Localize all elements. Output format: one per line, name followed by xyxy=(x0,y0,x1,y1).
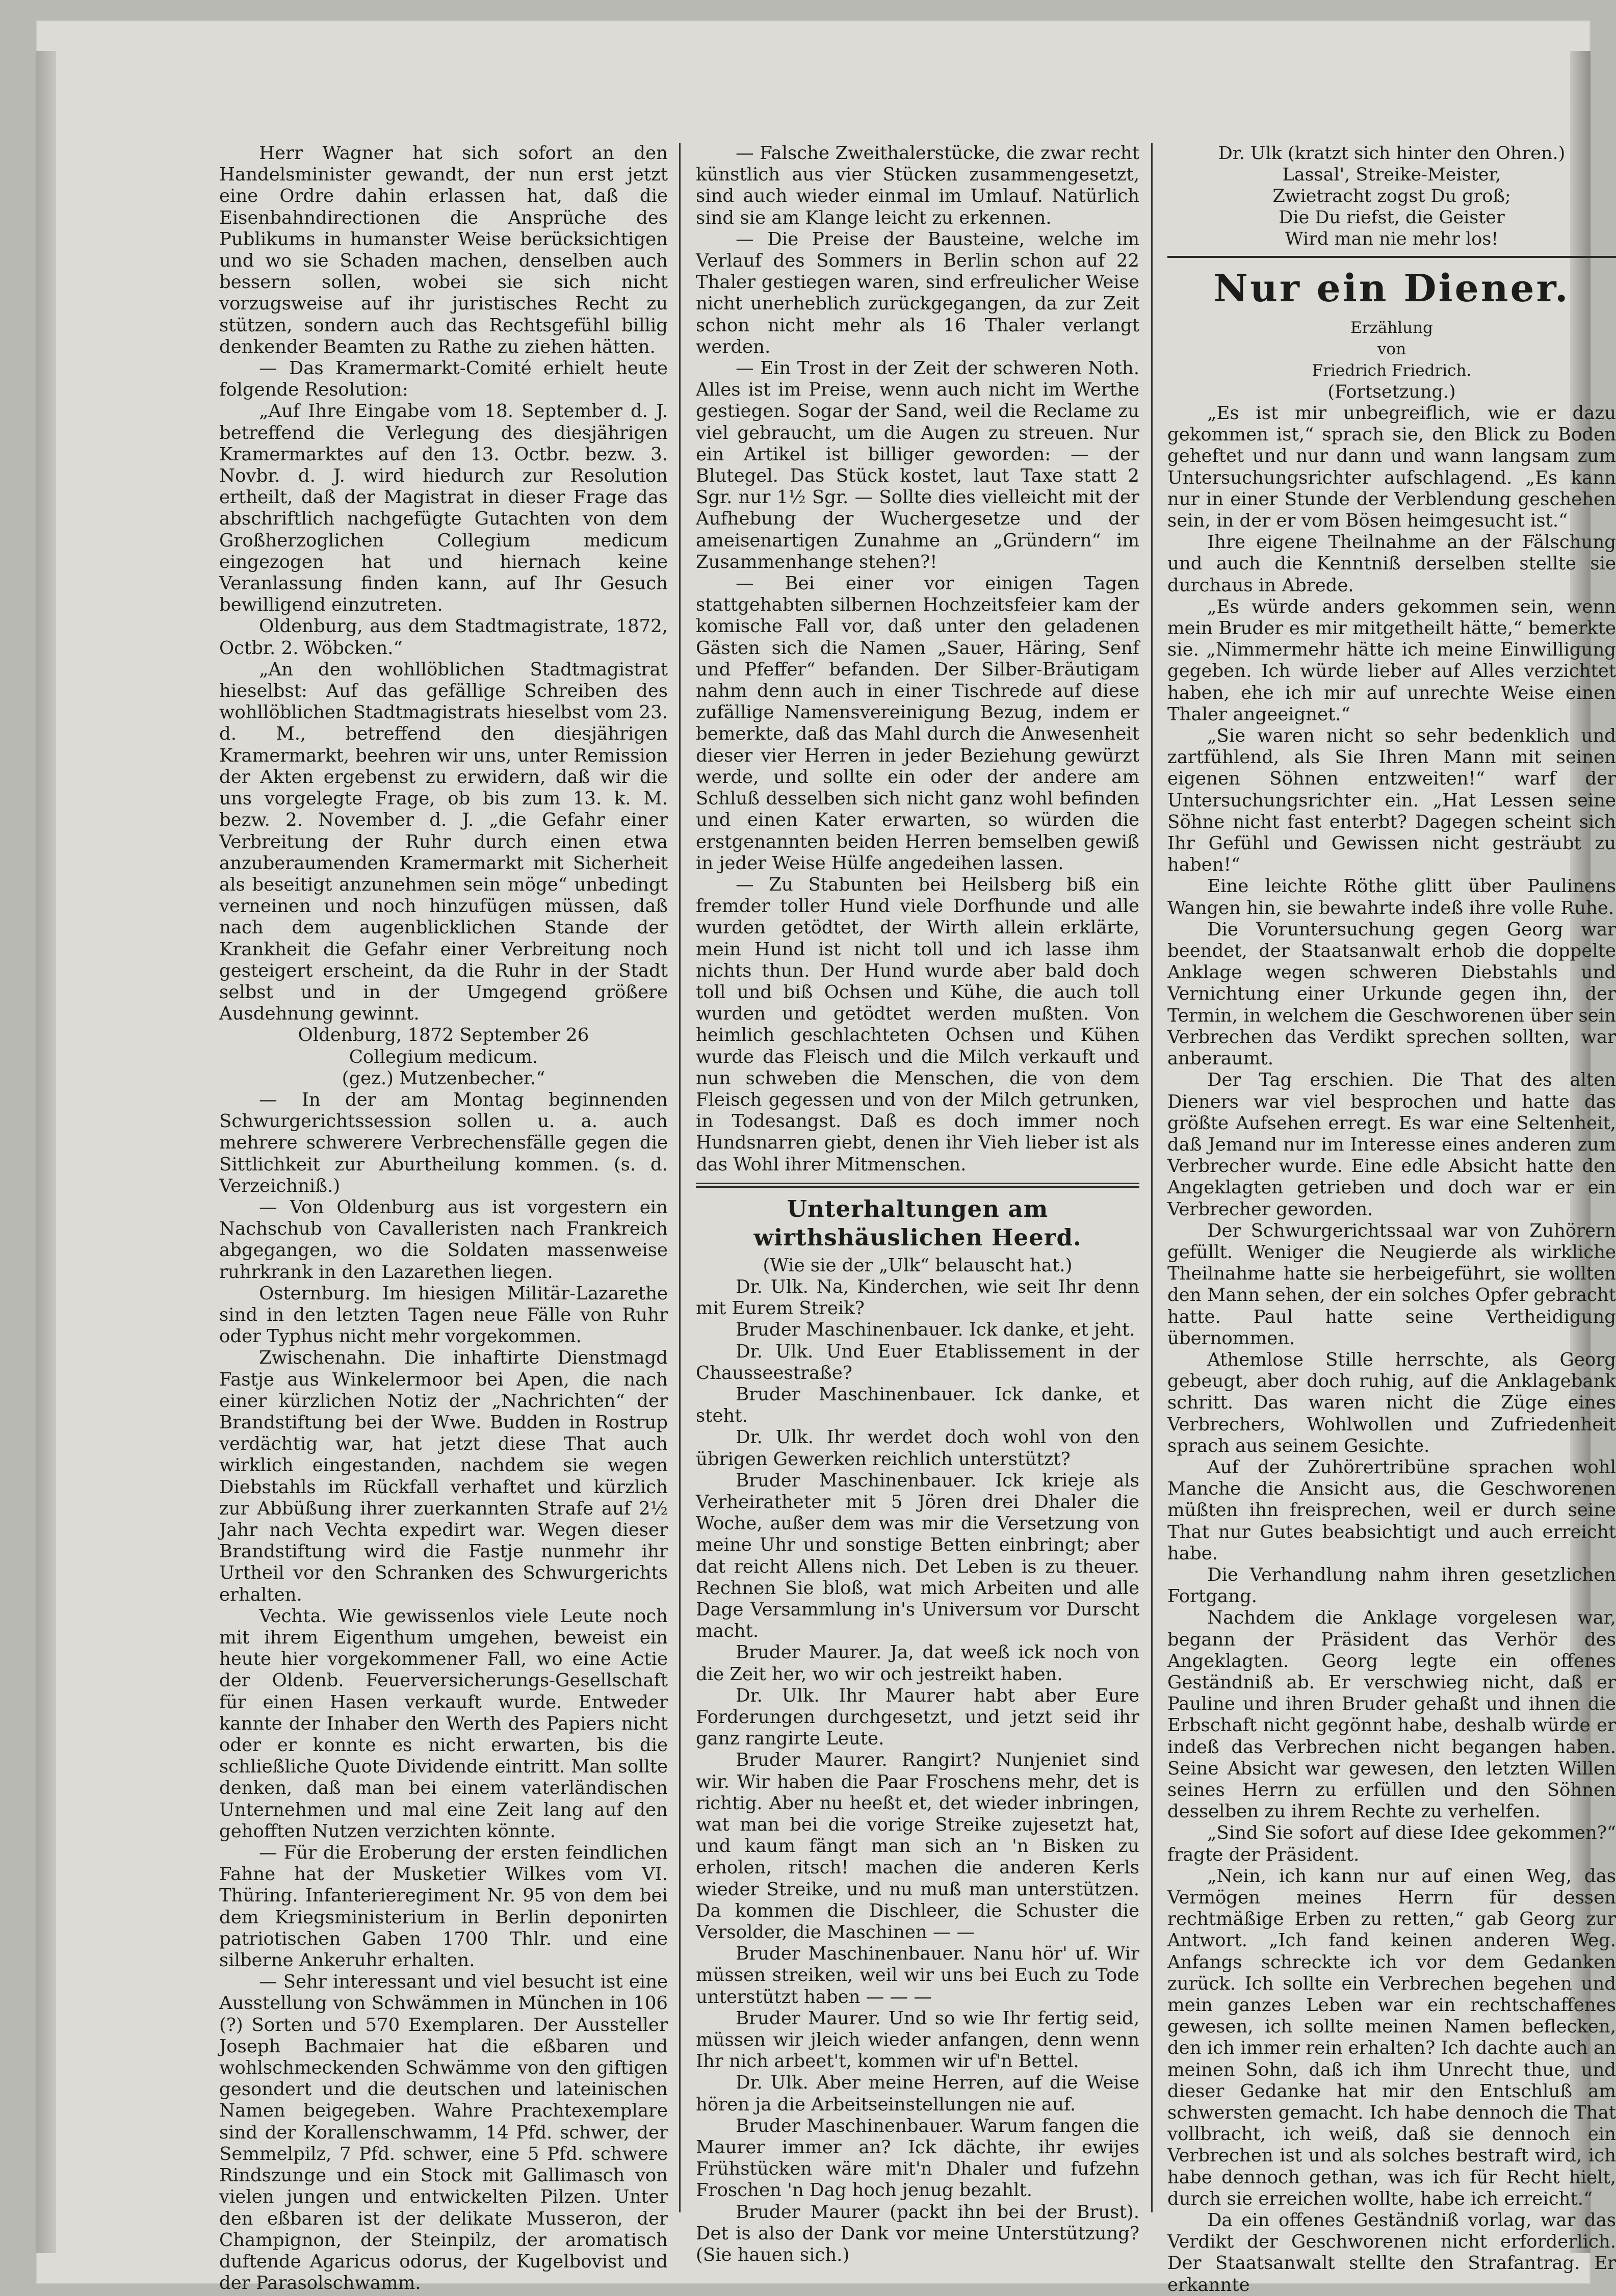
dialogue-line: Bruder Maschinenbauer. Ick krieje als Verheiratheter mit 5 Jören drei Dhaler die Woche, außer dem was mir die Versetzung von meine Uhr und sonstige Betten einbringt; aber dat reicht Allens nich. Det Leben is zu theuer. Rechnen Sie bloß, wat mich Arbeiten und alle Dage Versammlung in's Universum vor Durscht macht. xyxy=(696,1470,1139,1642)
column-rule-2 xyxy=(1151,143,1153,2212)
verse-line: Lassal', Streike-Meister, xyxy=(1282,165,1501,185)
story-paragraph: Der Schwurgerichtssaal war von Zuhörern gefüllt. Weniger die Neugierde als wirkliche Theilnahme hatte sie herbeigeführt, sie wollten den Mann sehen, der ein solches Opfer gebracht hatte. Paul hatte seine Vertheidigung übernommen. xyxy=(1167,1220,1616,1349)
dialogue-line: Bruder Maschinenbauer. Ick danke, et steht. xyxy=(696,1384,1139,1427)
dialogue-line: Bruder Maschinenbauer. Warum fangen die Maurer immer an? Ick dächte, ihr ewijes Frühstücken wäre mit'n Dhaler und fufzehn Froschen 'n Dag hoch jenug bezahlt. xyxy=(696,2115,1139,2201)
news-paragraph: „An den wohllöblichen Stadtmagistrat hieselbst: Auf das gefällige Schreiben des wohllöblichen Stadtmagistrats hieselbst vom 23. d. M., betreffend den diesjährigen Kramermarkt, beehren wir uns, unter Remission der Akten ergebenst zu erwidern, daß wir die uns vorgelegte Frage, ob bis zum 13. k. M. bezw. 2. November d. J. „die Gefahr einer Verbreitung der Ruhr durch einen etwa anzuberaumenden Kramermarkt mit Sicherheit als beseitigt anzunehmen sein möge“ unbedingt verneinen und noch hinzufügen müssen, daß nach dem augenblicklichen Stande der Krankheit die Gefahr einer Verbreitung noch gesteigert erscheint, da die Ruhr in der Stadt selbst und in der Umgegend größere Ausdehnung gewinnt. xyxy=(219,659,668,1025)
news-paragraph: — Für die Eroberung der ersten feindlichen Fahne hat der Musketier Wilkes vom VI. Thüring. Infanterieregiment Nr. 95 von dem bei dem Kriegsministerium in Berlin deponirten patriotischen Gaben 1700 Thlr. und eine silberne Ankeruhr erhalten. xyxy=(219,1842,668,1971)
story-paragraph: „Sie waren nicht so sehr bedenklich und zartfühlend, als Sie Ihren Mann mit seinen eigenen Söhnen entzweiten!“ warf der Untersuchungsrichter ein. „Hat Lessen seine Söhne nicht fast enterbt? Dagegen scheint sich Ihr Gefühl und Gewissen nicht gesträubt zu haben!“ xyxy=(1167,725,1616,876)
news-paragraph: — In der am Montag beginnenden Schwurgerichtssession sollen u. a. auch mehrere schwerere Verbrechensfälle gegen die Sittlichkeit zur Aburtheilung kommen. (s. d. Verzeichniß.) xyxy=(219,1089,668,1196)
story-paragraph: „Sind Sie sofort auf diese Idee gekommen?“ fragte der Präsident. xyxy=(1167,1822,1616,1865)
story-paragraph: Ihre eigene Theilnahme an der Fälschung und auch die Kenntniß derselben stellte sie durchaus in Abrede. xyxy=(1167,532,1616,596)
news-paragraph: Oldenburg, aus dem Stadtmagistrate, 1872, Octbr. 2. Wöbcken.“ xyxy=(219,616,668,659)
story-paragraph: Athemlose Stille herrschte, als Georg gebeugt, aber doch ruhig, auf die Anklagebank schritt. Das waren nicht die Züge eines Verbrechers, Wohlwollen und Zufriedenheit sprach aus seinem Gesichte. xyxy=(1167,1349,1616,1456)
story-paragraph: Die Voruntersuchung gegen Georg war beendet, der Staatsanwalt erhob die doppelte Anklage wegen schweren Diebstahls und Vernichtung einer Urkunde gegen ihn, der Termin, in welchem die Geschworenen über sein Verbrechen das Verdikt sprechen sollten, war anberaumt. xyxy=(1167,919,1616,1069)
dialogue-line: Dr. Ulk. Na, Kinderchen, wie seit Ihr denn mit Eurem Streik? xyxy=(696,1276,1139,1319)
news-paragraph: Zwischenahn. Die inhaftirte Dienstmagd Fastje aus Winkelermoor bei Apen, die nach einer kürzlichen Notiz der „Nachrichten“ der Brandstiftung bei der Wwe. Budden in Rostrup verdächtig war, hat jetzt diese That auch wirklich eingestanden, nachdem sie wegen Diebstahls im Rückfall verhaftet und kürzlich zur Abbüßung ihrer zuerkannten Strafe auf 2½ Jahr nach Vechta expedirt war. Wegen dieser Brandstiftung wird die Fastje nunmehr ihr Urtheil vor den Schranken des Schwurgerichts erhalten. xyxy=(219,1347,668,1605)
dialogue-line: Bruder Maschinenbauer. Nanu hör' uf. Wir müssen streiken, weil wir uns bei Euch zu Tode unterstützt haben — — — xyxy=(696,1943,1139,2007)
story-divider xyxy=(1167,256,1616,258)
story-paragraph: Nachdem die Anklage vorgelesen war, begann der Präsident das Verhör des Angeklagten. Georg legte ein offenes Geständniß ab. Er verschwieg nicht, daß er Pauline und ihren Bruder gehaßt und ihnen die Erbschaft nicht gegönnt habe, deshalb würde er indeß das Verbrechen nicht begangen haben. Seine Absicht war gewesen, den letzten Willen seines Herrn zu erfüllen und den Söhnen desselben zu ihrem Rechte zu verhelfen. xyxy=(1167,1607,1616,1822)
column-2-news xyxy=(696,143,1139,1176)
verse-line: Die Du riefst, die Geister xyxy=(1279,207,1505,228)
news-paragraph: Oldenburg, 1872 September 26 xyxy=(298,1025,589,1046)
story-paragraph: Der Tag erschien. Die That des alten Dieners war viel besprochen und hatte das größte Aufsehen erregt. Es war eine Seltenheit, daß Jemand nur im Interesse eines anderen zum Verbrecher wurde. Eine edle Absicht hatte den Angeklagten getrieben und doch war er ein Verbrecher geworden. xyxy=(1167,1069,1616,1220)
dialogue-line: Bruder Maurer. Rangirt? Nunjeniet sind wir. Wir haben die Paar Froschens mehr, det is richtig. Aber nu heeßt et, det wieder inbringen, wat man bei die vorige Streike zujesetzt hat, und kaum fängt man sich an 'n Bisken zu erholen, ritsch! machen die anderen Kerls wieder Streike, und nu muß man unterstützen. Da kommen die Dischleer, die Schuster die Versolder, die Maschinen — — xyxy=(696,1750,1139,1943)
verse-line: Zwietracht zogst Du groß; xyxy=(1272,186,1511,206)
news-paragraph: — Ein Trost in der Zeit der schweren Noth. Alles ist im Preise, wenn auch nicht im Werthe gestiegen. Sogar der Sand, weil die Reclame zu viel gebraucht, um die Augen zu streuen. Nur ein Artikel ist billiger geworden: — der Blutegel. Das Stück kostet, laut Taxe statt 2 Sgr. nur 1½ Sgr. — Sollte dies vielleicht mit der Aufhebung der Wuchergesetze und der ameisenartigen Zunahme an „Gründern“ im Zusammenhange stehen?! xyxy=(696,358,1139,572)
news-paragraph: Collegium medicum. xyxy=(349,1046,538,1067)
dialogue-line: Dr. Ulk. Ihr Maurer habt aber Eure Forderungen durchgesetzt, und jetzt seid ihr ganz rangirte Leute. xyxy=(696,1685,1139,1750)
story-by: von xyxy=(1377,340,1406,358)
story-paragraph: Eine leichte Röthe glitt über Paulinens Wangen hin, sie bewahrte indeß ihre volle Ruhe. xyxy=(1167,876,1616,919)
story-paragraph: Auf der Zuhörertribüne sprachen wohl Manche die Ansicht aus, die Geschworenen müßten ihn freisprechen, weil er durch seine That nur Gutes beabsichtigt und auch erreicht habe. xyxy=(1167,1456,1616,1564)
news-paragraph: Herr Wagner hat sich sofort an den Handelsminister gewandt, der nun erst jetzt eine Ordre dahin erlassen hat, daß die Eisenbahndirectionen die Ansprüche des Publikums in humanster Weise berücksichtigen und wo sie Schaden machen, denselben auch bessern sollen, wobei sie sich nicht vorzugsweise auf ihr juristisches Recht zu stützen, sondern auch das Rechtsgefühl billig denkender Beamten zu Rathe zu ziehen hätten. xyxy=(219,143,668,357)
dialogue-line: Bruder Maurer. Und so wie Ihr fertig seid, müssen wir jleich wieder anfangen, denn wenn Ihr nich arbeet't, kommen wir uf'n Bettel. xyxy=(696,2007,1139,2072)
dialogue-line: Bruder Maschinenbauer. Ick danke, et jeht. xyxy=(736,1319,1135,1341)
section-subtitle: (Wie sie der „Ulk“ belauscht hat.) xyxy=(763,1255,1073,1276)
news-paragraph: Osternburg. Im hiesigen Militär-Lazarethe sind in den letzten Tagen neue Fälle von Ruhr oder Typhus nicht mehr vorgekommen. xyxy=(219,1283,668,1347)
dialogue-block xyxy=(696,1276,1139,2266)
column-rule-1 xyxy=(679,143,681,2212)
dialogue-line: Dr. Ulk. Ihr werdet doch wohl von den übrigen Gewerken reichlich unterstützt? xyxy=(696,1427,1139,1470)
verse-line: Dr. Ulk (kratzt sich hinter den Ohren.) xyxy=(1218,143,1566,164)
story-paragraph: „Nein, ich kann nur auf einen Weg, das Vermögen meines Herrn für dessen rechtmäßige Erben zu retten,“ gab Georg zur Antwort. „Ich fand keinen anderen Weg. Anfangs schreckte ich vor dem Gedanken zurück. Ich sollte ein Verbrechen begehen und mein ganzes Leben war ein rechtschaffenes gewesen, ich sollte meinen Namen beflecken, den ich immer rein erhalten? Ich dachte auch an meinen Sohn, daß ich ihm Unrecht thue, und dieser Gedanke hat mir den Entschluß am schwersten gemacht. Ich habe dennoch die That vollbracht, ich weiß, daß sie dennoch ein Verbrechen ist und als solches bestraft wird, ich habe dennoch gethan, was ich für Recht hielt, durch sie erreichen wollte, habe ich erreicht.“ xyxy=(1167,1865,1616,2209)
story-paragraph: „Es würde anders gekommen sein, wenn mein Bruder es mir mitgetheilt hätte,“ bemerkte sie. „Nimmermehr hätte ich meine Einwilligung gegeben. Ich würde lieber auf Alles verzichtet haben, ehe ich mir auf unrechte Weise einen Thaler angeeignet.“ xyxy=(1167,596,1616,725)
dialogue-line: Bruder Maurer. Ja, dat weeß ick noch von die Zeit her, wo wir och jestreikt haben. xyxy=(696,1642,1139,1685)
verse-block xyxy=(1167,143,1616,250)
column-1 xyxy=(219,143,668,2294)
section-divider xyxy=(696,1183,1139,1188)
story-paragraph: Da ein offenes Geständniß vorlag, war das Verdikt der Geschworenen nicht erforderlich. Der Staatsanwalt stellte den Strafantrag. Er erkannte xyxy=(1167,2210,1616,2295)
dialogue-line: Dr. Ulk. Aber meine Herren, auf die Weise hören ja die Arbeitseinstellungen nie auf. xyxy=(696,2072,1139,2115)
newspaper-page xyxy=(36,20,1616,2295)
story-text xyxy=(1167,403,1616,2296)
story-author: Friedrich Friedrich. xyxy=(1312,361,1472,380)
column-3 xyxy=(1167,143,1616,2295)
section-heading: Unterhaltungen am wirthshäuslichen Heerd. xyxy=(753,1195,1082,1251)
dialogue-line: Dr. Ulk. Und Euer Etablissement in der Chausseestraße? xyxy=(696,1341,1139,1384)
news-paragraph: (gez.) Mutzenbecher.“ xyxy=(342,1067,545,1089)
news-paragraph: — Von Oldenburg aus ist vorgestern ein Nachschub von Cavalleristen nach Frankreich abgegangen, wo die Soldaten massenweise ruhrkrank in den Lazarethen liegen. xyxy=(219,1196,668,1283)
page-left-edge xyxy=(36,51,56,2253)
news-paragraph: — Zu Stabunten bei Heilsberg biß ein fremder toller Hund viele Dorfhunde und alle wurden getödtet, der Wirth allein erklärte, mein Hund ist nicht toll und ich lasse ihm nichts thun. Der Hund wurde aber bald doch toll und biß Ochsen und Kühe, die auch toll wurden und getödtet werden mußten. Von heimlich geschlachteten Ochsen und Kühen wurde das Fleisch und die Milch verkauft und nun schweben die Menschen, die von dem Fleisch gegessen und von der Milch getrunken, in Todesangst. Daß es doch immer noch Hundsnarren giebt, denen ihr Vieh lieber ist als das Wohl ihrer Mitmenschen. xyxy=(696,874,1139,1175)
story-genre: Erzählung xyxy=(1350,319,1433,337)
column-2 xyxy=(696,143,1139,2266)
news-paragraph: — Falsche Zweithalerstücke, die zwar recht künstlich aus vier Stücken zusammengesetzt, sind auch wieder einmal im Umlauf. Natürlich sind sie am Klange leicht zu erkennen. xyxy=(696,143,1139,228)
verse-line: Wird man nie mehr los! xyxy=(1285,229,1499,249)
news-paragraph: Vechta. Wie gewissenlos viele Leute noch mit ihrem Eigenthum umgehen, beweist ein heute hier vorgekommener Fall, wo eine Actie der Oldenb. Feuerversicherungs-Gesellschaft für einen Hasen verkauft wurde. Entweder kannte der Inhaber den Werth des Papiers nicht oder er konnte es nicht erwarten, bis die schließliche Quote Dividende eintritt. Man sollte denken, daß man bei einem vaterländischen Unternehmen und mal eine Zeit lang auf den gehofften Nutzen verzichten könnte. xyxy=(219,1605,668,1842)
story-continuation: (Fortsetzung.) xyxy=(1327,382,1456,402)
news-paragraph: — Sehr interessant und viel besucht ist eine Ausstellung von Schwämmen in München in 106 (?) Sorten und 570 Exemplaren. Der Aussteller Joseph Bachmaier hat die eßbaren und wohlschmeckenden Schwämme von den giftigen gesondert und die deutschen und lateinischen Namen beigegeben. Wahre Prachtexemplare sind der Korallenschwamm, 14 Pfd. schwer, der Semmelpilz, 7 Pfd. schwer, eine 5 Pfd. schwere Rindszunge und ein Stock mit Gallimasch von vielen jungen und entwickelten Pilzen. Unter den eßbaren ist der delikate Musseron, der Champignon, der Steinpilz, der aromatisch duftende Agaricus odorus, der Kugelbovist und der Parasolschwamm. xyxy=(219,1971,668,2294)
story-paragraph: Die Verhandlung nahm ihren gesetzlichen Fortgang. xyxy=(1167,1564,1616,1607)
news-paragraph: — Bei einer vor einigen Tagen stattgehabten silbernen Hochzeitsfeier kam der komische Fall vor, daß unter den geladenen Gästen sich die Namen „Sauer, Häring, Senf und Pfeffer“ befanden. Der Silber-Bräutigam nahm denn auch in einer Tischrede auf diese zufällige Namensvereinigung Bezug, indem er bemerkte, daß das Mahl durch die Anwesenheit dieser vier Herren in jeder Beziehung gewürzt werde, und sollte ein oder der andere am Schluß desselben sich nicht ganz wohl befinden und einen Kater erwarten, so würden die erstgenannten beiden Herren bemselben gewiß in jeder Weise Hülfe angedeihen lassen. xyxy=(696,573,1139,874)
dialogue-line: Bruder Maurer (packt ihn bei der Brust). Det is also der Dank vor meine Unterstützung? (Sie hauen sich.) xyxy=(696,2201,1139,2266)
story-paragraph: „Es ist mir unbegreiflich, wie er dazu gekommen ist,“ sprach sie, den Blick zu Boden geheftet und nur dann und wann langsam zum Untersuchungsrichter aufschlagend. „Es kann nur in einer Stunde der Verblendung geschehen sein, in der er vom Bösen heimgesucht ist.“ xyxy=(1167,403,1616,532)
news-paragraph: — Die Preise der Bausteine, welche im Verlauf des Sommers in Berlin schon auf 22 Thaler gestiegen waren, sind erfreulicher Weise nicht unerheblich zurückgegangen, da zur Zeit schon nicht mehr als 16 Thaler verlangt werden. xyxy=(696,228,1139,357)
news-paragraph: „Auf Ihre Eingabe vom 18. September d. J. betreffend die Verlegung des diesjährigen Kramermarktes auf den 13. Octbr. bezw. 3. Novbr. d. J. wird hiedurch zur Resolution ertheilt, daß der Magistrat in dieser Frage das abschriftlich nachgefügte Gutachten von dem Großherzoglichen Collegium medicum eingezogen hat und hiernach keine Veranlassung finden kann, auf Ihr Gesuch bewilligend einzutreten. xyxy=(219,401,668,616)
story-title: Nur ein Diener. xyxy=(1213,267,1570,310)
news-paragraph: — Das Kramermarkt-Comité erhielt heute folgende Resolution: xyxy=(219,358,668,401)
